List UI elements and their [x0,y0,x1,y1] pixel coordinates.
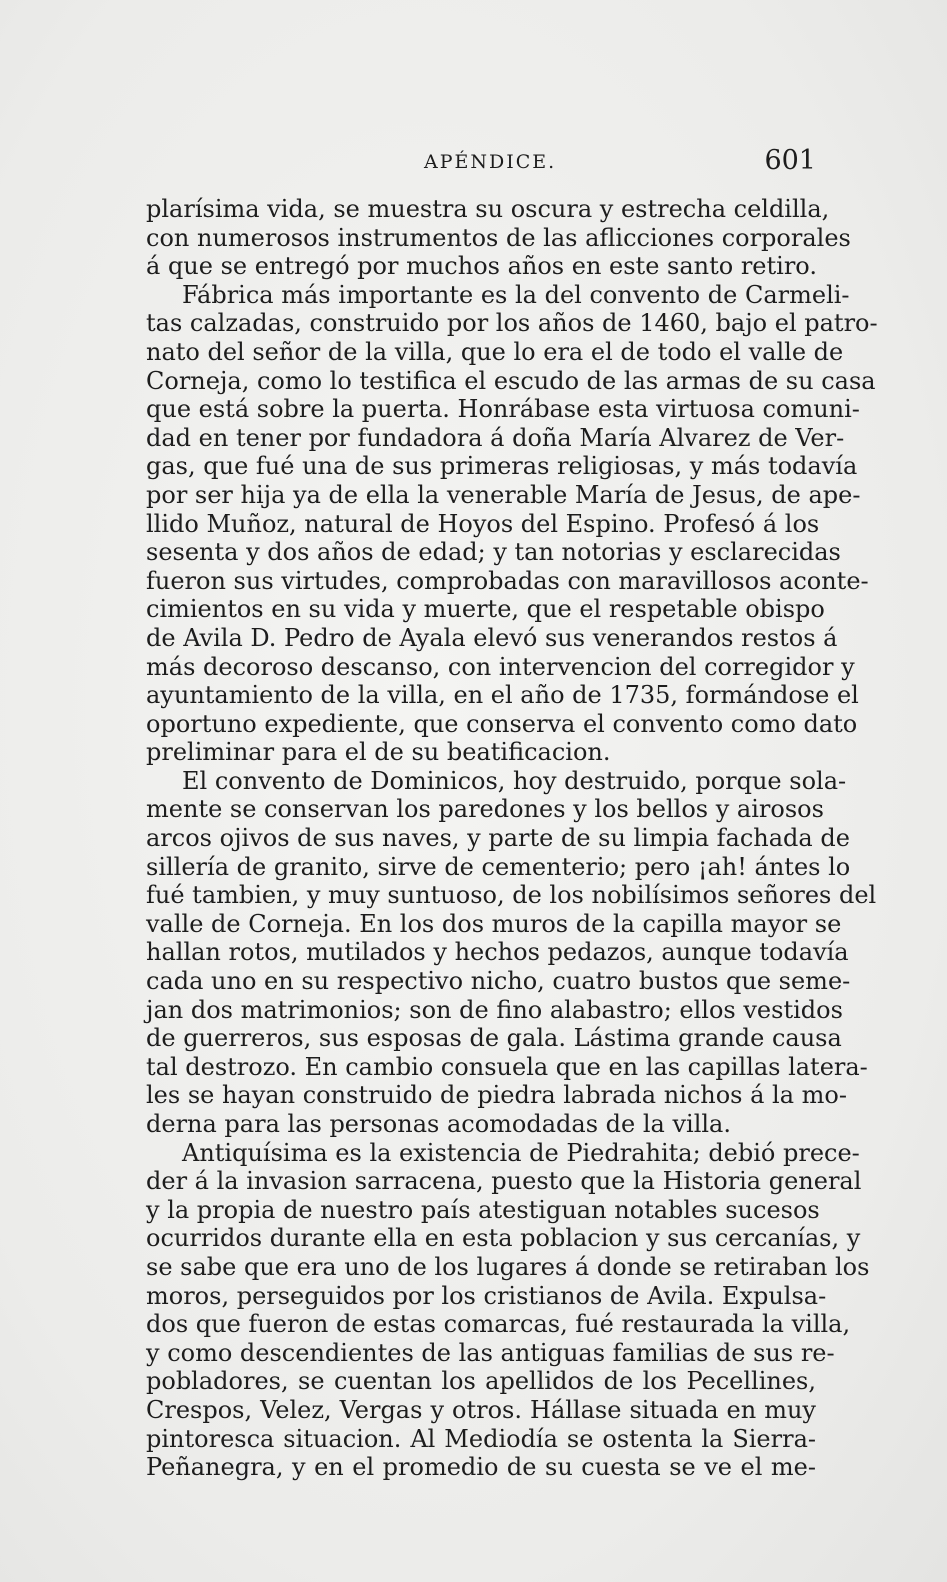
text-line: derna para las personas acomodadas de la villa. [146,1110,731,1138]
text-line: fué tambien, y muy suntuoso, de los nobilísimos señores del [146,881,877,910]
text-line: fueron sus virtudes, comprobadas con maravillosos aconte- [146,566,869,595]
text-line: El convento de Dominicos, hoy destruido, porque sola- [182,766,847,795]
body-text [146,195,878,1482]
text-line: Antiquísima es la existencia de Piedrahita; debió prece- [182,1138,860,1167]
text-line: preliminar para el de su beatificacion. [146,738,611,767]
text-line: de guerreros, sus esposas de gala. Lástima grande causa [146,1024,842,1053]
text-line: ocurridos durante ella en esta poblacion y sus cercanías, y [146,1224,861,1253]
text-line: hallan rotos, mutilados y hechos pedazos, aunque todavía [146,938,849,967]
text-line: jan dos matrimonios; son de fino alabastro; ellos vestidos [146,995,843,1024]
text-line: les se hayan construido de piedra labrada nichos á la mo- [146,1081,847,1110]
text-line: sesenta y dos años de edad; y tan notorias y esclarecidas [146,538,841,567]
text-line: Corneja, como lo testifica el escudo de las armas de su casa [146,366,876,395]
text-line: pintoresca situacion. Al Mediodía se ostenta la Sierra- [146,1424,816,1453]
text-line: cada uno en su respectivo nicho, cuatro bustos que seme- [146,967,851,996]
text-line: por ser hija ya de ella la venerable María de Jesus, de ape- [146,480,861,509]
text-line: tal destrozo. En cambio consuela que en las capillas latera- [146,1052,868,1081]
text-line: ayuntamiento de la villa, en el año de 1735, formándose el [146,681,859,710]
text-line: más decoroso descanso, con intervencion del corregidor y [146,652,855,681]
text-line: se sabe que era uno de los lugares á donde se retiraban los [146,1252,870,1281]
text-line: y como descendientes de las antiguas familias de sus re- [146,1338,835,1367]
text-line: pobladores, se cuentan los apellidos de los Pecellines, [146,1367,816,1396]
text-line: y la propia de nuestro país atestiguan notables sucesos [146,1195,820,1224]
running-title: APÉNDICE. [424,151,557,173]
text-line: mente se conservan los paredones y los bellos y airosos [146,795,824,824]
text-line: arcos ojivos de sus naves, y parte de su limpia fachada de [146,824,850,853]
text-line: moros, perseguidos por los cristianos de Avila. Expulsa- [146,1281,827,1310]
text-line: á que se entregó por muchos años en este santo retiro. [146,252,817,281]
text-line: con numerosos instrumentos de las aflicciones corporales [146,223,851,252]
text-line: der á la invasion sarracena, puesto que la Historia general [146,1167,862,1196]
text-line: tas calzadas, construido por los años de 1460, bajo el patro- [146,309,878,338]
text-line: Peñanegra, y en el promedio de su cuesta se ve el me- [146,1453,816,1482]
text-line: dos que fueron de estas comarcas, fué restaurada la villa, [146,1310,851,1339]
text-line: oportuno expediente, que conserva el convento como dato [146,709,858,738]
text-line: cimientos en su vida y muerte, que el respetable obispo [146,595,825,624]
page-number: 601 [764,145,816,176]
text-line: sillería de granito, sirve de cementerio; pero ¡ah! ántes lo [146,852,851,881]
text-line: llido Muñoz, natural de Hoyos del Espino. Profesó á los [146,509,820,538]
text-line: Crespos, Velez, Vergas y otros. Hállase situada en muy [146,1395,816,1424]
text-line: nato del señor de la villa, que lo era el de todo el valle de [146,337,844,366]
text-line: valle de Corneja. En los dos muros de la capilla mayor se [146,909,842,938]
text-line: gas, que fué una de sus primeras religiosas, y más todavía [146,452,858,481]
text-line: dad en tener por fundadora á doña María Alvarez de Ver- [146,423,845,452]
text-line: que está sobre la puerta. Honrábase esta virtuosa comuni- [146,395,860,424]
page-header [146,145,816,185]
text-line: Fábrica más importante es la del convento de Carmeli- [182,280,850,309]
text-line: de Avila D. Pedro de Ayala elevó sus venerandos restos á [146,623,838,652]
text-line: plarísima vida, se muestra su oscura y estrecha celdilla, [146,195,830,223]
